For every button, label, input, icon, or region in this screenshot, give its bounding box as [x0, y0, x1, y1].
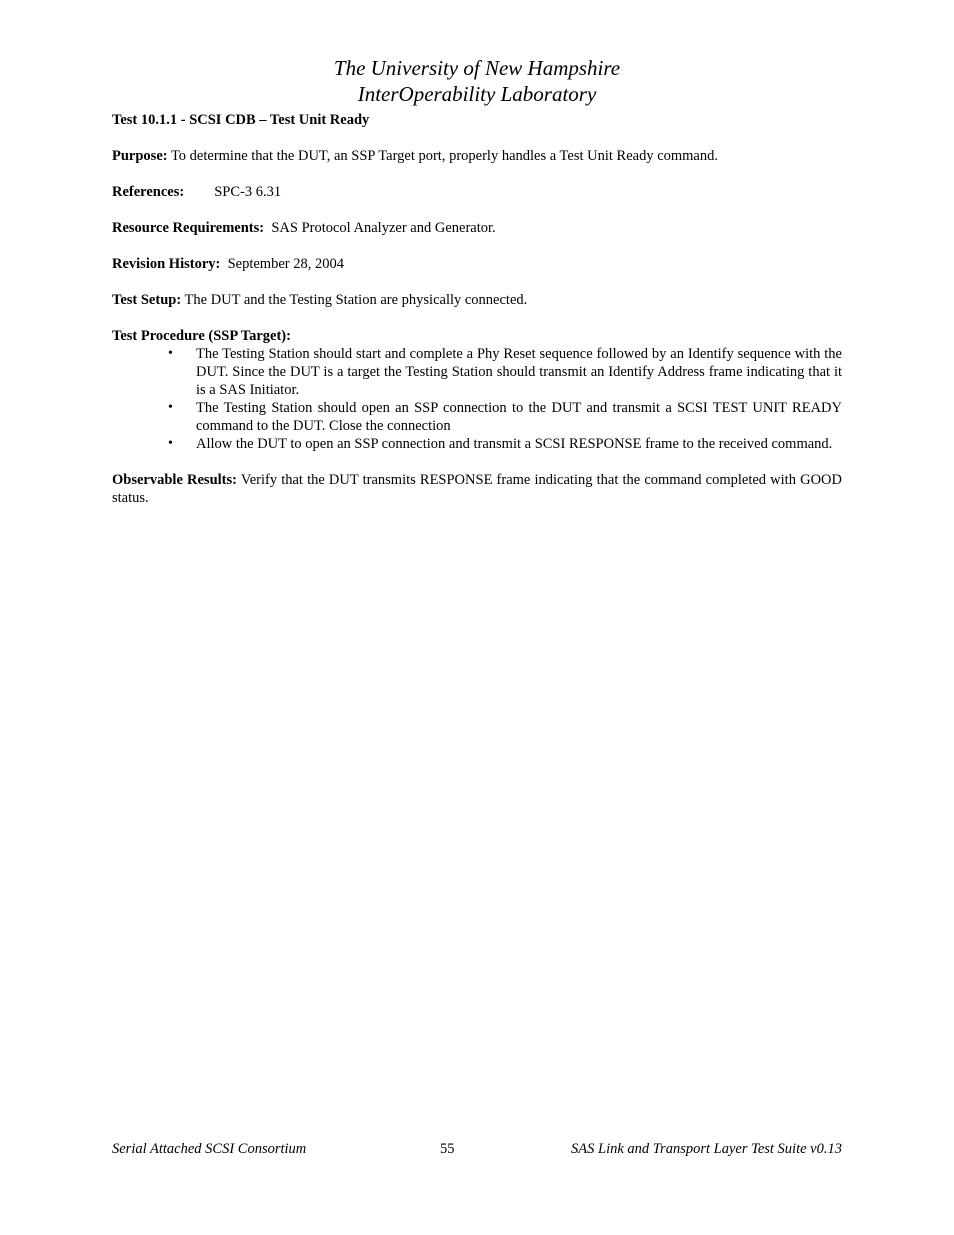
observable-results-section	[112, 471, 842, 507]
test-setup-text: The DUT and the Testing Station are physically connected.	[181, 292, 528, 308]
observable-results-label: Observable Results:	[112, 472, 237, 488]
test-title: Test 10.1.1 - SCSI CDB – Test Unit Ready	[112, 112, 370, 128]
observable-results-text: Verify that the DUT transmits RESPONSE frame indicating that the command completed with GOOD status.	[112, 472, 842, 506]
resource-requirements-text: SAS Protocol Analyzer and Generator.	[264, 220, 496, 236]
bullet-icon: •	[168, 346, 173, 361]
resource-requirements-section	[112, 219, 842, 237]
test-procedure-steps	[112, 345, 842, 453]
step-text: The Testing Station should start and complete a Phy Reset sequence followed by an Identify sequence with the DUT. Since the DUT is a target the Testing Station should transmit an Identify Address frame indicating that it is a SAS Initiator.	[196, 346, 842, 398]
test-setup-section	[112, 291, 842, 309]
page-number: 55	[440, 1141, 455, 1157]
test-setup-label: Test Setup:	[112, 292, 182, 308]
list-item	[168, 435, 842, 453]
footer-organization: Serial Attached SCSI Consortium	[112, 1141, 307, 1157]
page-footer	[112, 1140, 842, 1158]
header-institution: The University of New Hampshire	[333, 56, 621, 80]
step-text: Allow the DUT to open an SSP connection and transmit a SCSI RESPONSE frame to the received command.	[196, 436, 833, 452]
list-item	[168, 399, 842, 435]
revision-history-text: September 28, 2004	[220, 256, 344, 272]
references-section	[112, 183, 842, 201]
references-label: References:	[112, 184, 185, 200]
page-header	[0, 55, 954, 107]
step-text: The Testing Station should open an SSP connection to the DUT and transmit a SCSI TEST UNIT READY command to the DUT. Close the connection	[196, 400, 842, 434]
list-item	[168, 345, 842, 399]
purpose-section	[112, 147, 842, 165]
header-lab: InterOperability Laboratory	[357, 82, 597, 106]
purpose-label: Purpose:	[112, 148, 168, 164]
test-procedure-label: Test Procedure (SSP Target):	[112, 328, 291, 344]
resource-requirements-label: Resource Requirements:	[112, 220, 265, 236]
bullet-icon: •	[168, 400, 173, 415]
revision-history-label: Revision History:	[112, 256, 221, 272]
document-body	[112, 111, 842, 525]
bullet-icon: •	[168, 436, 173, 451]
revision-history-section	[112, 255, 842, 273]
references-text: SPC-3 6.31	[214, 184, 282, 200]
purpose-text: To determine that the DUT, an SSP Target port, properly handles a Test Unit Ready command.	[167, 148, 718, 164]
footer-document-title: SAS Link and Transport Layer Test Suite v0.13	[571, 1141, 842, 1157]
